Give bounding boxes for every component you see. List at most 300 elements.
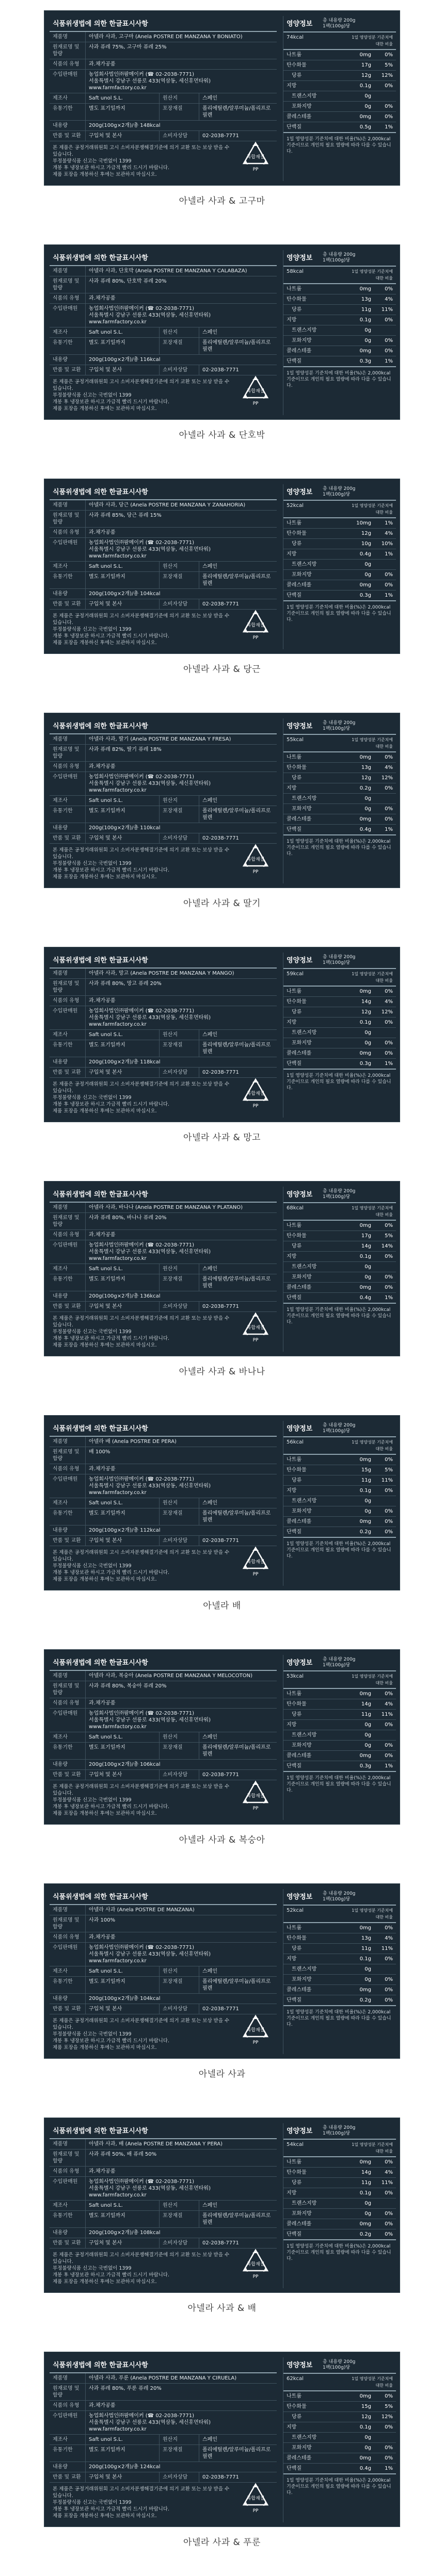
product-caption: 아넬라 사과 <box>198 2069 246 2079</box>
recycle-text-2: PP <box>252 869 259 875</box>
nutrition-row-cholesterol <box>283 1985 396 1995</box>
nutrition-kcal-row <box>283 1906 396 1923</box>
product-label-block <box>0 0 444 227</box>
label-expiry: 유통기한 <box>50 806 86 823</box>
nutrient-percent: 1% <box>385 2466 393 2471</box>
nutrition-per: 1팩(100g)당 <box>323 726 351 731</box>
nutrient-amount: 0.4g <box>359 827 371 832</box>
label-expiry: 유통기한 <box>50 1274 86 1291</box>
nutrient-name: 지방 <box>287 2190 297 2196</box>
nutrition-row-trans-fat <box>283 560 396 570</box>
note-line: 부정불량식품 신고는 국번없이 1399 <box>53 392 132 398</box>
label-product-name: 제품명 <box>50 1671 86 1681</box>
label-as-contact: 소비자상담 <box>160 1770 199 1780</box>
website-link[interactable]: www.farmfactory.co.kr <box>89 1958 147 1964</box>
nutrition-footnote: 1일 영양성분 기준치에 대한 비율(%)은 2,000kcal 기준이므로 개인의 필요 열량에 따라 다를 수 있습니다. <box>287 137 391 154</box>
row-food-type <box>50 762 277 772</box>
label-food-type: 식품의 유형 <box>50 1230 86 1240</box>
nutrient-percent: 0% <box>385 83 393 89</box>
value-manufacturer: Saft unol S.L. <box>86 1264 160 1274</box>
value-food-type: 과.채가공품 <box>89 764 116 769</box>
value-manufacturer: Saft unol S.L. <box>86 562 160 571</box>
nutrient-name: 지방 <box>287 83 297 89</box>
value-packaging: 폴리에틸렌/알루미늄/폴리프로필렌 <box>202 1276 271 1289</box>
note-line: 부정불량식품 신고는 국번없이 1399 <box>53 2031 132 2037</box>
label-panel <box>44 2352 400 2527</box>
nutrient-name: 콜레스테롤 <box>287 1987 312 1993</box>
nutrient-name: 콜레스테롤 <box>287 1051 312 1056</box>
nutrient-amount: 0g <box>364 1977 371 1982</box>
recycle-mark-icon <box>241 1780 271 1814</box>
nutrition-kcal: 54kcal <box>287 2142 304 2147</box>
value-product-name: 아넬라 사과, 바나나 (Anela POSTRE DE MANZANA Y PLATANO) <box>89 1205 243 1210</box>
recycle-text-1: 복합재질 <box>246 857 265 862</box>
label-importer: 수입판매원 <box>50 2177 86 2200</box>
note-line: 개봉 후 냉장보관 하시고 가급적 빨리 드시기 바랍니다. <box>53 867 170 873</box>
nutrition-kcal-row <box>283 1437 396 1455</box>
nutrient-name: 트랜스지방 <box>292 93 317 99</box>
label-packaging: 포장재질 <box>160 806 199 823</box>
nutrition-row-sodium <box>283 2157 396 2168</box>
nutrition-title: 영양정보 <box>287 1893 313 1901</box>
website-link[interactable]: www.farmfactory.co.kr <box>89 319 147 325</box>
website-link[interactable]: www.farmfactory.co.kr <box>89 2192 147 2198</box>
nutrition-row-carbs <box>283 1231 396 1241</box>
label-raw-materials: 원재료명 및 함량 <box>50 1213 86 1229</box>
nutrient-name: 탄수화물 <box>287 765 307 770</box>
nutrition-title: 영양정보 <box>287 1191 313 1199</box>
nutrient-percent: 0% <box>385 338 393 343</box>
recycle-text-2: PP <box>252 167 259 172</box>
value-raw-materials: 사과 퓨레 80%, 복숭아 퓨레 20% <box>89 1683 167 1689</box>
nutrient-name: 당류 <box>292 1243 302 1249</box>
recycle-text-2: PP <box>252 401 259 406</box>
nutrition-row-carbs <box>283 1465 396 1475</box>
website-link[interactable]: www.farmfactory.co.kr <box>89 1256 147 1261</box>
label-as-contact: 소비자상담 <box>160 1302 199 1311</box>
nutrition-ratio-label: 1일 영양성분 기준치에 대한 비율 <box>352 737 393 749</box>
note-line: 제품 포장을 개봉하신 후에는 보관하지 마십시오. <box>53 2513 157 2519</box>
nutrition-row-sodium <box>283 1923 396 1933</box>
recycle-text-2: PP <box>252 1104 259 1109</box>
nutrition-row-sugars <box>283 1710 396 1720</box>
value-packaging: 폴리에틸렌/알루미늄/폴리프로필렌 <box>202 574 271 586</box>
row-return <box>50 1536 277 1546</box>
nutrition-title: 영양정보 <box>287 254 313 262</box>
nutrition-row-trans-fat <box>283 2198 396 2209</box>
nutrition-kcal-row <box>283 1203 396 1221</box>
nutrient-amount: 0g <box>364 1732 371 1738</box>
value-manufacturer: Saft unol S.L. <box>86 2435 160 2444</box>
nutrient-name: 트랜스지방 <box>292 2435 317 2440</box>
nutrition-footnote: 1일 영양성분 기준치에 대한 비율(%)은 2,000kcal 기준이므로 개인의 필요 열량에 따라 다를 수 있습니다. <box>287 371 391 388</box>
value-manufacturer: Saft unol S.L. <box>86 1030 160 1040</box>
nutrient-name: 트랜스지방 <box>292 2201 317 2206</box>
nutrition-row-sugars <box>283 539 396 549</box>
note-line: 본 제품은 공정거래위원회 고시 소비자분쟁해결기준에 의거 교환 또는 보상 받을 수 있습니다. <box>53 1784 230 1796</box>
nutrition-row-protein <box>283 1293 396 1304</box>
nutrition-row-trans-fat <box>283 2433 396 2443</box>
product-caption: 아넬라 사과 & 망고 <box>183 1133 261 1143</box>
label-panel <box>44 713 400 888</box>
nutrient-name: 나트륨 <box>287 989 302 994</box>
note-line: 부정불량식품 신고는 국번없이 1399 <box>53 2500 132 2505</box>
nutrient-amount: 0mg <box>359 754 371 760</box>
nutrient-percent: 0% <box>385 1987 393 1993</box>
label-title: 식품위생법에 의한 한글표시사항 <box>50 1187 277 1203</box>
nutrient-name: 콜레스테롤 <box>287 1753 312 1759</box>
nutrient-amount: 0.3g <box>359 593 371 598</box>
value-as-contact: 02-2038-7771 <box>202 1304 239 1309</box>
label-product-name: 제품명 <box>50 500 86 510</box>
recycle-text-1: 복합재질 <box>246 155 265 160</box>
nutrition-row-sugars <box>283 1241 396 1252</box>
nutrient-name: 나트륨 <box>287 1457 302 1463</box>
value-return: 구입처 및 본사 <box>86 599 160 609</box>
label-expiry: 유통기한 <box>50 104 86 120</box>
value-product-name: 아넬라 사과, 딸기 (Anela POSTRE DE MANZANA Y FRESA) <box>89 736 231 742</box>
nutrient-amount: 0mg <box>359 2159 371 2165</box>
row-expiry <box>50 338 277 355</box>
product-label-block <box>0 468 444 695</box>
nutrient-amount: 0mg <box>359 1457 371 1463</box>
nutrition-kcal: 59kcal <box>287 971 304 977</box>
nutrient-amount: 0g <box>364 2211 371 2217</box>
website-link[interactable]: www.farmfactory.co.kr <box>89 787 147 793</box>
nutrient-percent: 0% <box>385 1274 393 1280</box>
nutrient-amount: 11g <box>361 1946 371 1951</box>
nutrition-table <box>283 16 396 181</box>
label-raw-materials: 원재료명 및 함량 <box>50 42 86 59</box>
nutrition-title: 영양정보 <box>287 1659 313 1667</box>
row-expiry <box>50 1977 277 1994</box>
label-title: 식품위생법에 의한 한글표시사항 <box>50 718 277 734</box>
label-food-type: 식품의 유형 <box>50 293 86 303</box>
nutrition-row-cholesterol <box>283 814 396 825</box>
nutrition-row-cholesterol <box>283 1283 396 1293</box>
label-food-type: 식품의 유형 <box>50 996 86 1006</box>
label-product-name: 제품명 <box>50 266 86 276</box>
product-caption: 아넬라 사과 & 고구마 <box>179 196 265 206</box>
value-manufacturer: Saft unol S.L. <box>86 2201 160 2210</box>
row-content <box>50 355 277 365</box>
nutrient-percent: 11% <box>381 307 393 313</box>
nutrient-percent: 0% <box>385 785 393 791</box>
nutrient-percent: 4% <box>385 2170 393 2175</box>
value-packaging: 폴리에틸렌/알루미늄/폴리프로필렌 <box>202 2213 271 2225</box>
importer-text: 농업회사법인㈜팜메이커 (☎ 02-2038-7771) 서울특별시 강남구 선릉로 433(역삼동, 세신휴먼타워) <box>89 1242 211 1255</box>
row-product-name <box>50 734 277 745</box>
nutrient-name: 트랜스지방 <box>292 1264 317 1270</box>
note-line: 부정불량식품 신고는 국번없이 1399 <box>53 627 132 632</box>
label-return: 반품 및 교환 <box>50 1302 86 1311</box>
nutrition-table <box>283 718 396 883</box>
value-product-name: 아넬라 사과, 당근 (Anela POSTRE DE MANZANA Y ZANAHORIA) <box>89 502 246 508</box>
nutrient-amount: 0g <box>364 1722 371 1728</box>
nutrition-row-carbs <box>283 997 396 1007</box>
nutrient-name: 지방 <box>287 317 297 323</box>
nutrient-name: 포화지방 <box>292 1977 312 1982</box>
label-expiry: 유통기한 <box>50 2211 86 2227</box>
nutrition-ratio-label: 1일 영양성분 기준치에 대한 비율 <box>352 972 393 983</box>
label-as-contact: 소비자상담 <box>160 2004 199 2014</box>
nutrition-total: 총 내용량 200g <box>323 1891 356 1896</box>
nutrient-percent: 0% <box>385 1051 393 1056</box>
nutrient-percent: 0% <box>385 754 393 760</box>
nutrient-amount: 0g <box>364 1274 371 1280</box>
recycle-mark-icon <box>241 141 271 175</box>
label-panel <box>44 479 400 654</box>
nutrition-row-fat <box>283 2188 396 2198</box>
label-panel <box>44 1415 400 1590</box>
label-expiry: 유통기한 <box>50 1743 86 1759</box>
label-importer: 수입판매원 <box>50 538 86 561</box>
nutrient-amount: 12g <box>361 531 371 536</box>
nutrient-amount: 0mg <box>359 582 371 588</box>
importer-text: 농업회사법인㈜팜메이커 (☎ 02-2038-7771) 서울특별시 강남구 선릉로 433(역삼동, 세신휴먼타워) <box>89 306 211 318</box>
product-label-block <box>0 702 444 929</box>
label-content: 내용량 <box>50 2462 86 2472</box>
nutrient-amount: 0.1g <box>359 1488 371 1494</box>
nutrition-title: 영양정보 <box>287 2127 313 2135</box>
value-product-name: 아넬라 배 (Anela POSTRE DE PERA) <box>89 1439 177 1445</box>
label-food-type: 식품의 유형 <box>50 2167 86 2176</box>
label-title: 식품위생법에 의한 한글표시사항 <box>50 2357 277 2373</box>
nutrition-total: 총 내용량 200g <box>323 18 356 23</box>
nutrition-kcal: 52kcal <box>287 503 304 508</box>
value-raw-materials: 배 100% <box>89 1449 110 1455</box>
label-origin: 원산지 <box>160 2201 199 2210</box>
nutrient-amount: 11g <box>361 307 371 313</box>
nutrient-percent: 0% <box>385 286 393 292</box>
value-content: 200g(100g×2개)/총 116kcal <box>89 357 161 363</box>
label-raw-materials: 원재료명 및 함량 <box>50 1447 86 1464</box>
value-return: 구입처 및 본사 <box>86 1068 160 1077</box>
note-line: 제품 포장을 개봉하신 후에는 보관하지 마십시오. <box>53 172 157 177</box>
nutrition-ratio-label: 1일 영양성분 기준치에 대한 비율 <box>352 1908 393 1919</box>
importer-text: 농업회사법인㈜팜메이커 (☎ 02-2038-7771) 서울특별시 강남구 선릉로 433(역삼동, 세신휴먼타워) <box>89 1476 211 1489</box>
nutrition-ratio-label: 1일 영양성분 기준치에 대한 비율 <box>352 1440 393 1451</box>
nutrient-amount: 0.1g <box>359 1956 371 1962</box>
nutrition-row-sugars <box>283 1007 396 1018</box>
note-line: 본 제품은 공정거래위원회 고시 소비자분쟁해결기준에 의거 교환 또는 보상 받을 수 있습니다. <box>53 847 230 860</box>
label-importer: 수입판매원 <box>50 1006 86 1029</box>
nutrition-ratio-label: 1일 영양성분 기준치에 대한 비율 <box>352 503 393 515</box>
row-product-name <box>50 1905 277 1915</box>
nutrient-name: 콜레스테롤 <box>287 2455 312 2461</box>
nutrient-name: 당류 <box>292 1946 302 1951</box>
nutrient-name: 나트륨 <box>287 1223 302 1228</box>
label-panel <box>44 10 400 186</box>
label-food-type: 식품의 유형 <box>50 762 86 772</box>
product-caption: 아넬라 사과 & 바나나 <box>179 1367 265 1377</box>
row-content <box>50 2228 277 2238</box>
nutrient-name: 트랜스지방 <box>292 562 317 567</box>
label-food-type: 식품의 유형 <box>50 1932 86 1942</box>
value-food-type: 과.채가공품 <box>89 1466 116 1472</box>
label-manufacturer: 제조사 <box>50 327 86 337</box>
nutrient-amount: 0g <box>364 1264 371 1270</box>
row-importer <box>50 1240 277 1264</box>
label-importer: 수입판매원 <box>50 1474 86 1498</box>
label-raw-materials: 원재료명 및 함량 <box>50 511 86 527</box>
nutrient-name: 나트륨 <box>287 520 302 526</box>
website-link[interactable]: www.farmfactory.co.kr <box>89 1022 147 1027</box>
row-food-type <box>50 1932 277 1943</box>
nutrient-amount: 0mg <box>359 989 371 994</box>
nutrient-name: 지방 <box>287 1956 297 1962</box>
nutrition-per: 1팩(100g)당 <box>323 24 351 29</box>
nutrient-percent: 1% <box>385 827 393 832</box>
website-link[interactable]: www.farmfactory.co.kr <box>89 85 147 91</box>
label-expiry: 유통기한 <box>50 572 86 588</box>
value-importer <box>86 1474 277 1498</box>
nutrition-footnote: 1일 영양성분 기준치에 대한 비율(%)은 2,000kcal 기준이므로 개인의 필요 열량에 따라 다를 수 있습니다. <box>287 1541 391 1559</box>
nutrition-row-sat-fat <box>283 1038 396 1048</box>
nutrient-name: 탄수화물 <box>287 2170 307 2175</box>
website-link[interactable]: www.farmfactory.co.kr <box>89 2426 147 2432</box>
value-origin: 스페인 <box>202 798 217 803</box>
value-packaging: 폴리에틸렌/알루미늄/폴리프로필렌 <box>202 808 271 821</box>
nutrition-table <box>283 2357 396 2522</box>
nutrient-percent: 1% <box>385 551 393 557</box>
value-as-contact: 02-2038-7771 <box>202 601 239 607</box>
nutrition-subtitle <box>323 2125 355 2137</box>
row-content <box>50 1760 277 1770</box>
nutrition-row-sat-fat <box>283 336 396 346</box>
nutrient-amount: 0g <box>364 796 371 801</box>
value-food-type: 과.채가공품 <box>89 2169 116 2174</box>
nutrition-subtitle <box>323 1423 355 1434</box>
label-origin: 원산지 <box>160 1966 199 1976</box>
value-content: 200g(100g×2개)/총 118kcal <box>89 1059 161 1065</box>
value-food-type: 과.채가공품 <box>89 1700 116 1706</box>
note-line: 본 제품은 공정거래위원회 고시 소비자분쟁해결기준에 의거 교환 또는 보상 받을 수 있습니다. <box>53 2018 230 2030</box>
row-product-name <box>50 1203 277 1213</box>
nutrient-percent: 4% <box>385 1701 393 1707</box>
nutrient-amount: 0mg <box>359 1519 371 1524</box>
product-label-block <box>0 2341 444 2568</box>
website-link[interactable]: www.farmfactory.co.kr <box>89 553 147 559</box>
row-product-name <box>50 2373 277 2384</box>
nutrient-percent: 0% <box>385 2159 393 2165</box>
value-manufacturer: Saft unol S.L. <box>86 327 160 337</box>
nutrition-title: 영양정보 <box>287 20 313 28</box>
website-link[interactable]: www.farmfactory.co.kr <box>89 1724 147 1730</box>
nutrition-table <box>283 1187 396 1352</box>
nutrition-row-sodium <box>283 752 396 763</box>
label-origin: 원산지 <box>160 1030 199 1040</box>
nutrient-percent: 0% <box>385 1529 393 1535</box>
nutrition-row-sugars <box>283 305 396 315</box>
note-line: 개봉 후 냉장보관 하시고 가급적 빨리 드시기 바랍니다. <box>53 2506 170 2512</box>
nutrient-amount: 0mg <box>359 1925 371 1931</box>
note-line: 개봉 후 냉장보관 하시고 가급적 빨리 드시기 바랍니다. <box>53 1336 170 1341</box>
nutrient-amount: 0mg <box>359 1691 371 1697</box>
note-line: 본 제품은 공정거래위원회 고시 소비자분쟁해결기준에 의거 교환 또는 보상 받을 수 있습니다. <box>53 2252 230 2265</box>
nutrition-row-protein <box>283 1059 396 1070</box>
recycle-mark-icon <box>241 609 271 643</box>
nutrient-name: 탄수화물 <box>287 297 307 302</box>
recycle-text-2: PP <box>252 2040 259 2045</box>
nutrient-percent: 0% <box>385 1285 393 1290</box>
recycle-mark-icon <box>241 1311 271 1346</box>
value-product-name: 아넬라 사과, 푸룬 (Anela POSTRE DE MANZANA Y CIRUELA) <box>89 2375 237 2381</box>
nutrition-ratio-label: 1일 영양성분 기준치에 대한 비율 <box>352 2376 393 2388</box>
nutrient-name: 단백질 <box>287 358 302 364</box>
value-expiry: 별도 표기일까지 <box>86 1508 160 1525</box>
label-as-contact: 소비자상담 <box>160 365 199 375</box>
label-content: 내용량 <box>50 1760 86 1769</box>
label-manufacturer: 제조사 <box>50 1498 86 1508</box>
nutrient-amount: 0.5g <box>359 124 371 130</box>
nutrient-amount: 13g <box>361 297 371 302</box>
nutrition-row-sat-fat <box>283 2209 396 2219</box>
nutrient-percent: 1% <box>385 358 393 364</box>
product-label-block <box>0 1873 444 2100</box>
nutrition-row-sugars <box>283 1944 396 1954</box>
row-importer <box>50 2411 277 2435</box>
recycle-mark-icon <box>241 2482 271 2516</box>
nutrition-row-carbs <box>283 1699 396 1710</box>
note-line: 제품 포장을 개봉하신 후에는 보관하지 마십시오. <box>53 640 157 646</box>
nutrient-amount: 10mg <box>356 520 371 526</box>
value-as-contact: 02-2038-7771 <box>202 1538 239 1544</box>
nutrient-percent <box>371 1498 393 1504</box>
row-content <box>50 1994 277 2004</box>
label-content: 내용량 <box>50 355 86 365</box>
row-expiry <box>50 1274 277 1291</box>
nutrition-row-protein <box>283 1761 396 1772</box>
nutrient-percent: 0% <box>385 2393 393 2399</box>
nutrient-name: 당류 <box>292 775 302 781</box>
label-raw-materials: 원재료명 및 함량 <box>50 2384 86 2400</box>
nutrient-amount: 11g <box>361 1478 371 1483</box>
value-as-contact: 02-2038-7771 <box>202 367 239 373</box>
value-origin: 스페인 <box>202 95 217 101</box>
importer-text: 농업회사법인㈜팜메이커 (☎ 02-2038-7771) 서울특별시 강남구 선릉로 433(역삼동, 세신휴먼타워) <box>89 774 211 786</box>
nutrient-amount: 0g <box>364 1030 371 1036</box>
nutrient-amount: 11g <box>361 2180 371 2186</box>
nutrient-percent: 1% <box>385 124 393 130</box>
website-link[interactable]: www.farmfactory.co.kr <box>89 1490 147 1496</box>
nutrition-subtitle <box>323 955 355 966</box>
nutrient-percent: 0% <box>385 1040 393 1046</box>
nutrient-amount: 0mg <box>359 52 371 58</box>
nutrient-name: 단백질 <box>287 1295 302 1301</box>
nutrient-name: 단백질 <box>287 1997 302 2003</box>
nutrient-name: 콜레스테롤 <box>287 1285 312 1290</box>
value-origin: 스페인 <box>202 1500 217 1506</box>
nutrient-name: 포화지방 <box>292 1508 312 1514</box>
nutrition-row-trans-fat <box>283 1730 396 1741</box>
nutrition-row-sugars <box>283 71 396 81</box>
nutrient-amount: 0g <box>364 1498 371 1504</box>
nutrient-name: 탄수화물 <box>287 1233 307 1239</box>
nutrition-row-carbs <box>283 763 396 773</box>
nutrition-table <box>283 1889 396 2054</box>
recycle-text-2: PP <box>252 2508 259 2514</box>
value-return: 구입처 및 본사 <box>86 2472 160 2482</box>
recycle-text-1: 복합재질 <box>246 1560 265 1565</box>
value-raw-materials: 사과 퓨레 80%, 망고 퓨레 20% <box>89 981 162 987</box>
row-content <box>50 1057 277 1068</box>
label-raw-materials: 원재료명 및 함량 <box>50 1681 86 1698</box>
value-content: 200g(100g×2개)/총 104kcal <box>89 591 161 597</box>
nutrition-footnote: 1일 영양성분 기준치에 대한 비율(%)은 2,000kcal 기준이므로 개인의 필요 열량에 따라 다를 수 있습니다. <box>287 2244 391 2261</box>
row-raw-materials <box>50 979 277 996</box>
nutrient-percent: 4% <box>385 765 393 770</box>
